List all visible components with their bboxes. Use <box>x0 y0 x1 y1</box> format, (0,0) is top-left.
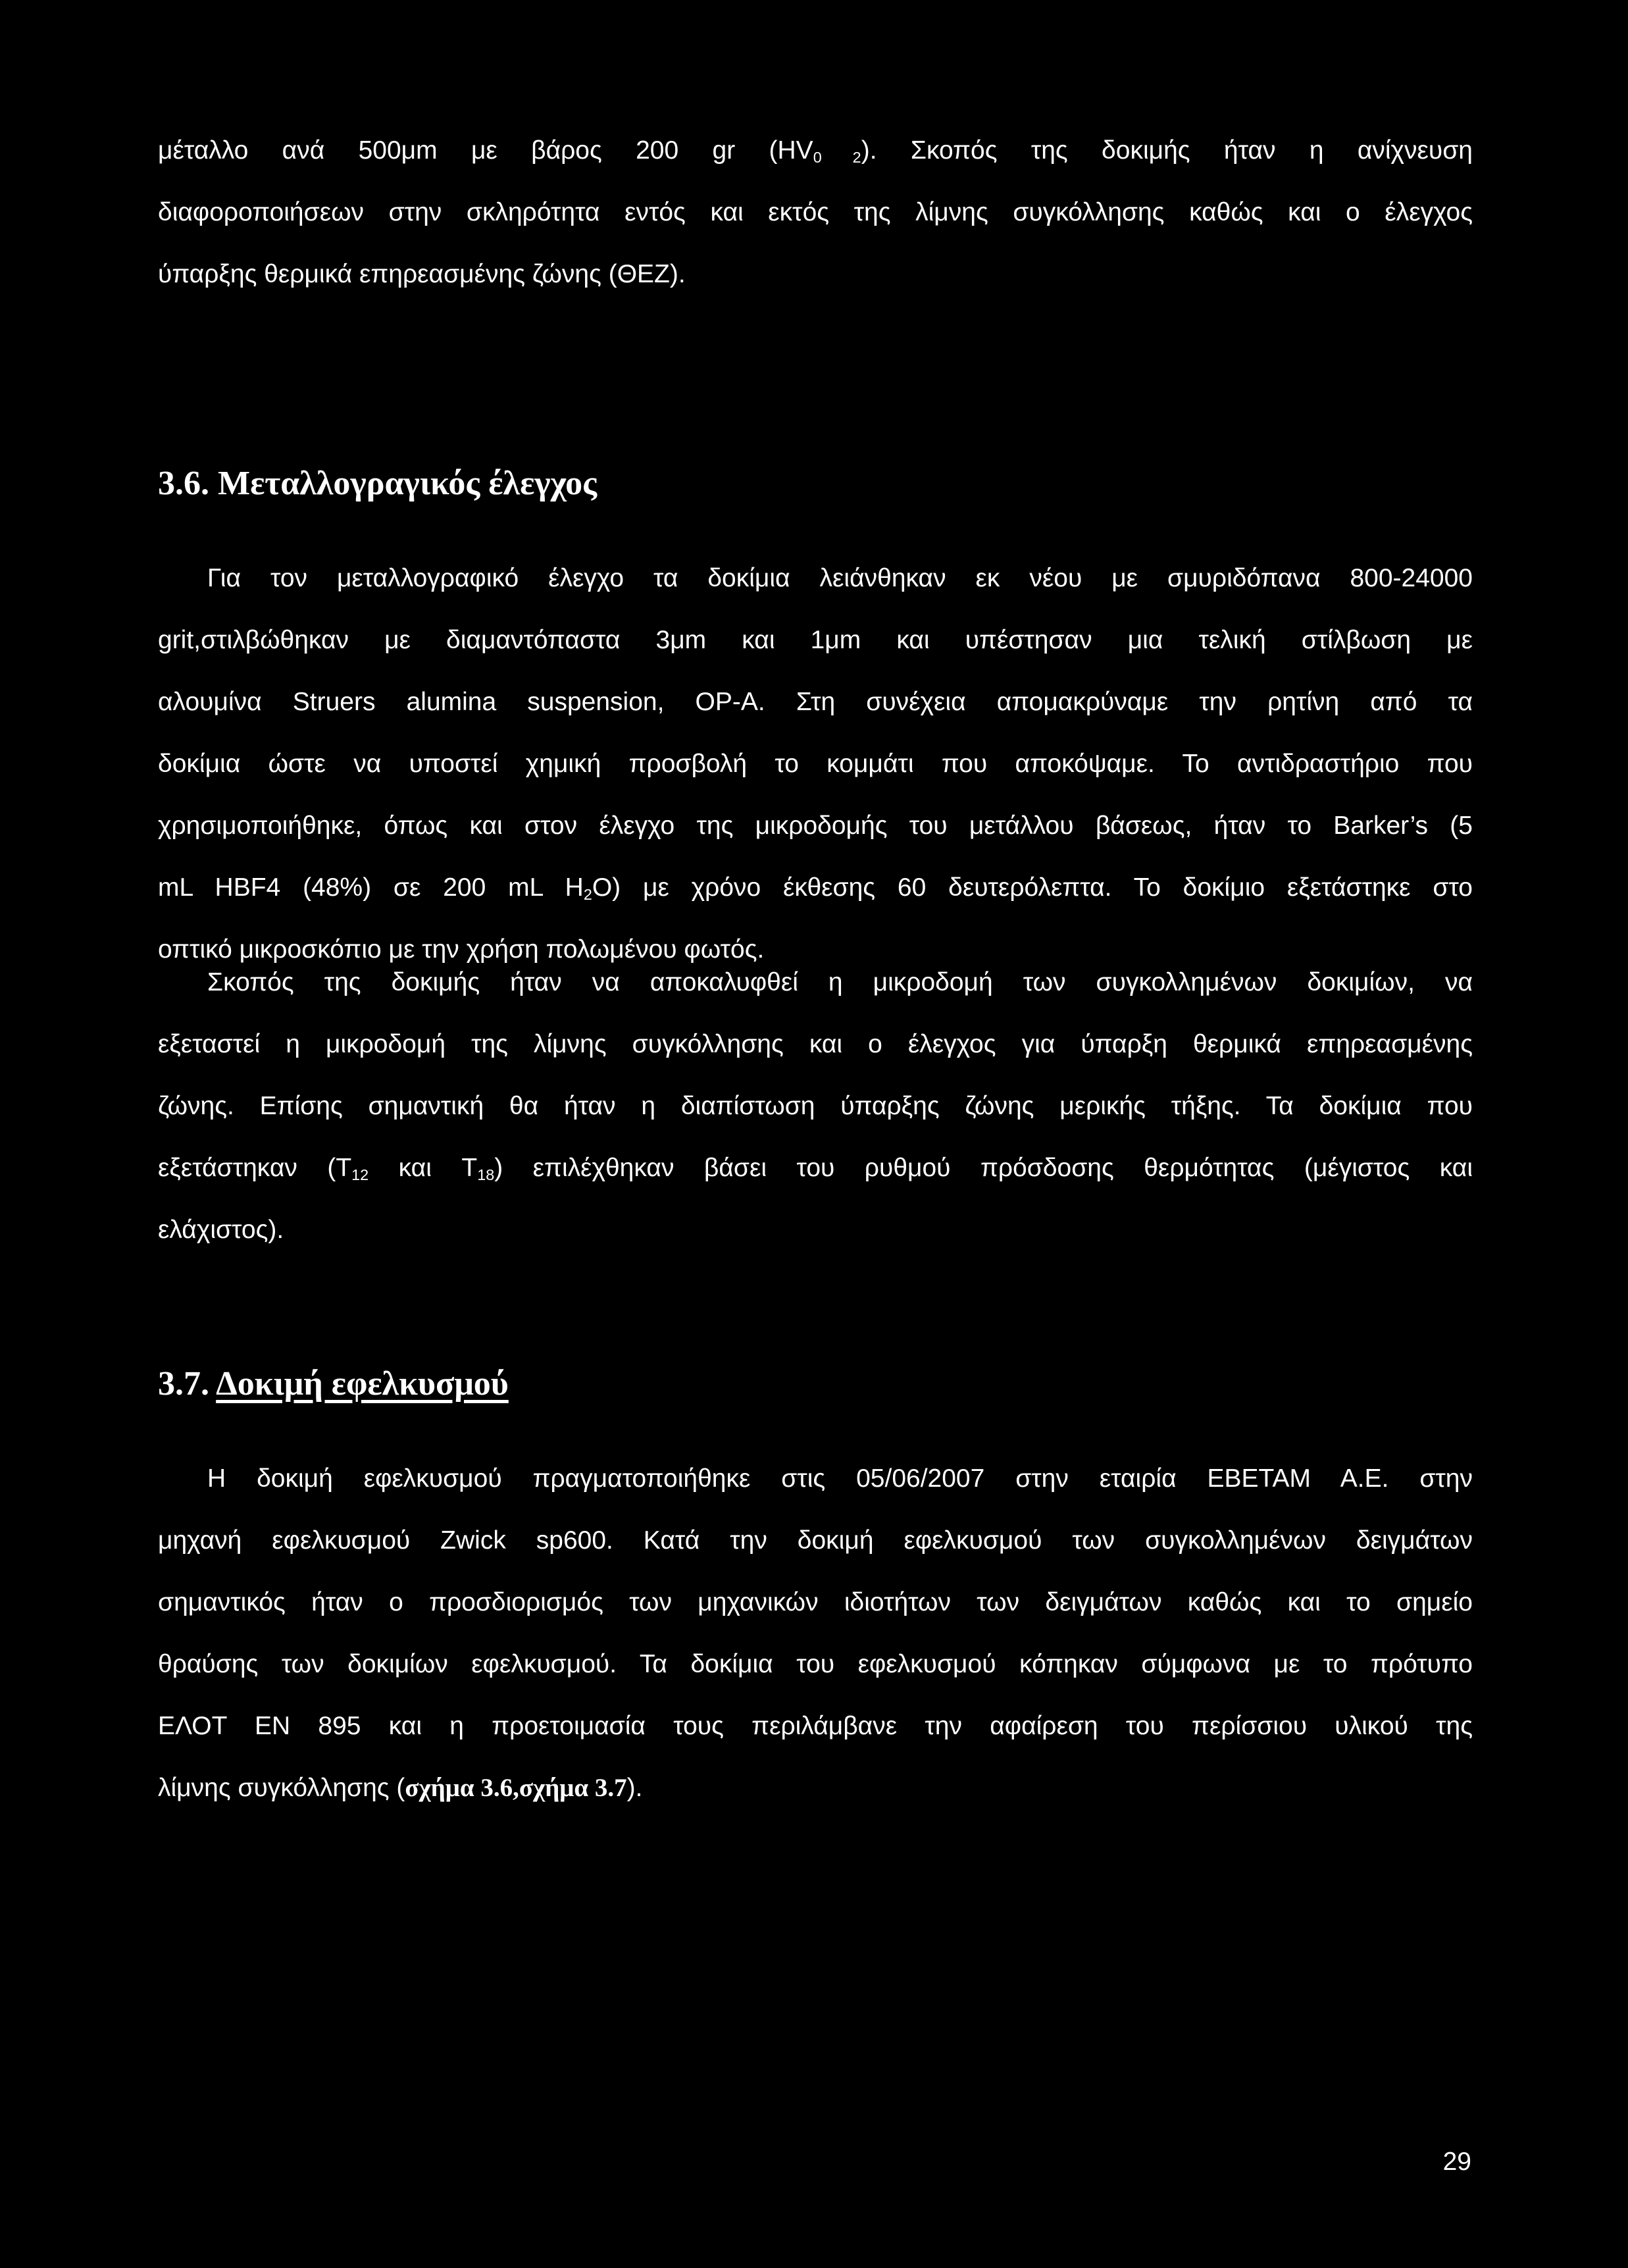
text-line: μέταλλο ανά 500μm με βάρος 200 gr $(HV_{0 2})$. Σκοπός της δοκιμής ήταν η ανίχνευση <box>158 136 1473 166</box>
text-line: διαφοροποιήσεων στην σκληρότητα εντός και εκτός της λίμνης συγκόλλησης καθώς και ο έλεγχος <box>158 198 1473 226</box>
text-line: ύπαρξης θερμικά επηρεασμένης ζώνης (ΘΕΖ). <box>158 260 686 288</box>
section-heading-3-7 <box>158 1364 509 1404</box>
text-line: εξετάστηκαν ($T_{12}$ και $T_{18}$) επιλέχθηκαν βάσει του ρυθμού πρόσδοσης θερμότητας (μέγιστος και <box>158 1154 1473 1183</box>
figure-reference: σχήμα 3.6,σχήμα 3.7 <box>405 1774 627 1802</box>
text-line: grit,στιλβώθηκαν με διαμαντόπαστα 3μm και 1μm και υπέστησαν μια τελική στίλβωση με <box>158 626 1473 654</box>
section-title: Μεταλλογραγικός έλεγχος <box>218 465 598 502</box>
text-line: Για τον μεταλλογραφικό έλεγχο τα δοκίμια λειάνθηκαν εκ νέου με σμυριδόπανα 800-24000 <box>207 564 1473 592</box>
text-line: δοκίμια ώστε να υποστεί χημική προσβολή το κομμάτι που αποκόψαμε. Το αντιδραστήριο που <box>158 750 1473 778</box>
text-line: χρησιμοποιήθηκε, όπως και στον έλεγχο της μικροδομής του μετάλλου βάσεως, ήταν το Barker’s (5 <box>158 812 1473 840</box>
text-line: Σκοπός της δοκιμής ήταν να αποκαλυφθεί η μικροδομή των συγκολλημένων δοκιμίων, να <box>207 968 1473 996</box>
intro-paragraph <box>158 120 1473 305</box>
section-heading-3-6 <box>158 464 597 503</box>
section-title: Δοκιμή εφελκυσμού <box>216 1365 509 1403</box>
text-line: ΕΛΟΤ ΕΝ 895 και η προετοιμασία τους περιλάμβανε την αφαίρεση του περίσσιου υλικού της <box>158 1712 1473 1740</box>
paragraph-metallographic-test <box>158 548 1473 981</box>
page-number: 29 <box>1442 2148 1471 2176</box>
text-line: αλουμίνα Struers alumina suspension, OP-A. Στη συνέχεια απομακρύναμε την ρητίνη από τα <box>158 688 1473 716</box>
section-number: 3.7. <box>158 1365 209 1403</box>
text-line: λίμνης συγκόλλησης (σχήμα 3.6,σχήμα 3.7). <box>158 1774 643 1802</box>
paragraph-test-purpose <box>158 952 1473 1261</box>
paragraph-tensile-test <box>158 1448 1473 1819</box>
text-line: Η δοκιμή εφελκυσμού πραγματοποιήθηκε στις 05/06/2007 στην εταιρία ΕΒΕΤΑΜ Α.Ε. στην <box>207 1464 1473 1493</box>
text-line: μηχανή εφελκυσμού Zwick sp600. Κατά την δοκιμή εφελκυσμού των συγκολλημένων δειγμάτων <box>158 1526 1473 1555</box>
text-line: οπτικό μικροσκόπιο με την χρήση πολωμένου φωτός. <box>158 935 765 964</box>
text-line: εξεταστεί η μικροδομή της λίμνης συγκόλλησης και ο έλεγχος για ύπαρξη θερμικά επηρεασμένης <box>158 1030 1473 1058</box>
text-line: ζώνης. Επίσης σημαντική θα ήταν η διαπίστωση ύπαρξης ζώνης μερικής τήξης. Τα δοκίμια που <box>158 1092 1473 1120</box>
section-number: 3.6. <box>158 465 209 502</box>
text-line: θραύσης των δοκιμίων εφελκυσμού. Τα δοκίμια του εφελκυσμού κόπηκαν σύμφωνα με το πρότυπο <box>158 1650 1473 1678</box>
text-line: mL HBF4 (48%) σε 200 mL $H_2O$) με χρόνο έκθεσης 60 δευτερόλεπτα. Το δοκίμιο εξετάστηκε στο <box>158 873 1473 903</box>
text-line: ελάχιστος). <box>158 1216 284 1244</box>
text-line: σημαντικός ήταν ο προσδιορισμός των μηχανικών ιδιοτήτων των δειγμάτων καθώς και το σημείο <box>158 1588 1473 1616</box>
